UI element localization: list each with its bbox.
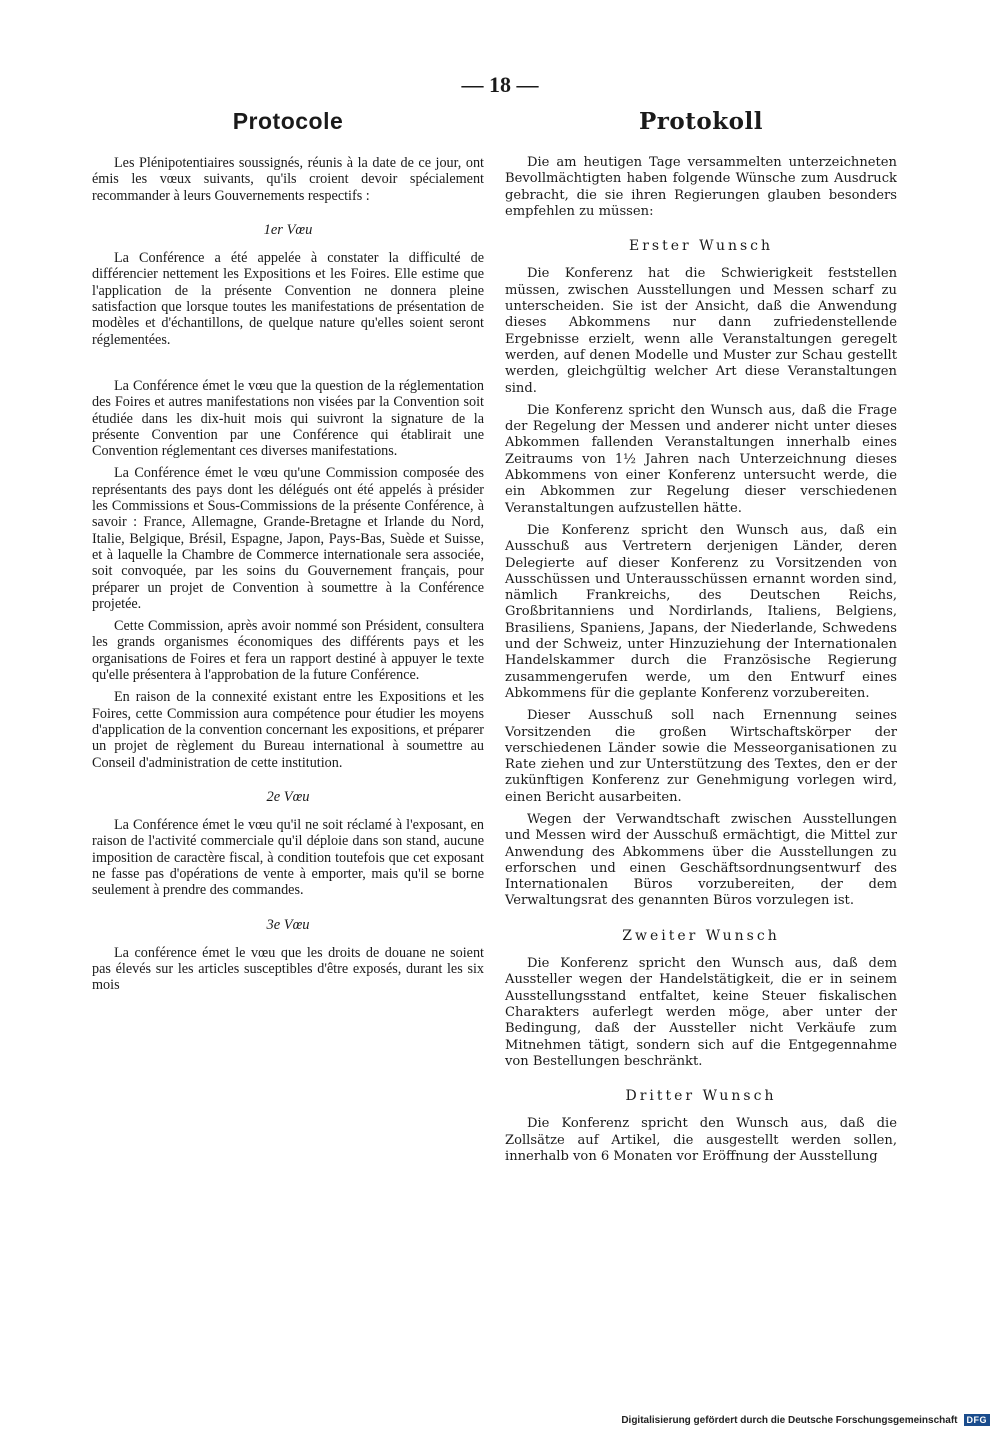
wunsch1-paragraph-5: Wegen der Verwandtschaft zwischen Ausstellungen und Messen wird der Ausschuß ermächtigt, die Mittel zur Anwendung des Abkommens über die Ausstellungen zu erforschen und einen Geschäftsordnungsentwurf des Internationalen Büros vorzubereiten, der dem Verwaltungsrat des genannten Büros vorzulegen ist. (505, 811, 897, 909)
french-title: Protocole (232, 108, 344, 134)
voeu1-heading: 1er Vœu (263, 221, 313, 238)
page-number: — 18 — (461, 72, 539, 97)
digitization-footer (621, 1414, 990, 1426)
wunsch1-paragraph-4: Dieser Ausschuß soll nach Ernennung seines Vorsitzenden die großen Wirtschaftskörper der verschiedenen Länder sowie die Messeorganisationen zu Rate ziehen und zur Unterstützung des Textes, den er der zukünftigen Konferenz zur Genehmigung vorlegen wird, einen Bericht ausarbeiten. (505, 708, 897, 805)
german-column (505, 108, 897, 1165)
footer-text: Digitalisierung gefördert durch die Deutsche Forschungsgemeinschaft (621, 1414, 958, 1426)
voeu3-heading: 3e Vœu (266, 916, 310, 933)
voeu2-paragraph-1: La Conférence émet le vœu qu'il ne soit réclamé à l'exposant, en raison de l'activité commerciale qu'il déploie dans son stand, aucune imposition de caractère fiscal, à condition toutefois que cet exposant ne fasse pas d'opérations de vente à emporter, mais qu'il se borne seulement à prendre des commandes. (92, 817, 484, 899)
voeu1-paragraph-3: La Conférence émet le vœu qu'une Commission composée des représentants des pays dont les délégués ont été appelés à présider les Commissions et Sous-Commissions de la présente Conférence, à savoir : France, Allemagne, Grande-Bretagne et Irlande du Nord, Italie, Belgique, Brésil, Espagne, Japon, Pays-Bas, Suède et Suisse, et à laquelle la Chambre de Commerce internationale sera associée, soit convoquée, par les soins du Gouvernement français, pour préparer un projet de Convention à soumettre à la Conférence projetée. (92, 465, 484, 612)
voeu3-paragraph-1: La conférence émet le vœu que les droits de douane ne soient pas élevés sur les articles susceptibles d'être exposés, durant les six mois (92, 944, 484, 994)
french-column (92, 108, 484, 994)
wunsch1-paragraph-3: Die Konferenz spricht den Wunsch aus, daß ein Ausschuß aus Vertretern derjenigen Länder, deren Delegierte auf dieser Konferenz zu Vorsitzenden von Ausschüssen und Unterausschüssen ernannt worden sind, nämlich Frankreichs, des Deutschen Reichs, Großbritanniens und Nordirlands, Italiens, Belgiens, Brasiliens, Spaniens, Japans, der Niederlande, Schwedens und der Schweiz, unter Hinzuziehung der Internationalen Handelskammer durch die Französische Regierung zusammengerufen werde, um den Entwurf eines Abkommens für die geplante Konferenz vorzubereiten. (505, 522, 897, 701)
french-intro: Les Plénipotentiaires soussignés, réunis à la date de ce jour, ont émis les vœux suivants, qu'ils croient devoir spécialement recommander à leurs Gouvernements respectifs : (92, 155, 484, 204)
voeu1-paragraph-1: La Conférence a été appelée à constater la difficulté de différencier nettement les Expositions et les Foires. Elle estime que l'application de la présente Convention ne donnera pleine satisfaction que lorsque toutes les manifestations de présentation de modèles et d'échantillons, de quelque nature qu'elles soient seront réglementées. (92, 250, 484, 348)
voeu1-paragraph-5: En raison de la connexité existant entre les Expositions et les Foires, cette Commission aura compétence pour étudier les moyens d'application de la convention concernant les expositions, et préparer un projet de règlement du Bureau international à soumettre au Conseil d'administration de cette institution. (92, 689, 484, 771)
german-intro: Die am heutigen Tage versammelten unterzeichneten Bevollmächtigten haben folgende Wünsche zum Ausdruck gebracht, die sie ihren Regierungen glauben besonders empfehlen zu müssen: (505, 155, 897, 219)
wunsch1-heading: Erster Wunsch (628, 238, 774, 255)
voeu1-paragraph-4: Cette Commission, après avoir nommé son Président, consultera les grands organismes économiques des différents pays et les organisations de Foires et fera un rapport destiné à appuyer le texte qu'elle présentera à l'approbation de la future Conférence. (92, 618, 484, 684)
wunsch3-paragraph-1: Die Konferenz spricht den Wunsch aus, daß die Zollsätze auf Artikel, die ausgestellt werden sollen, innerhalb von 6 Monaten vor Eröffnung der Ausstellung (505, 1116, 897, 1165)
wunsch1-paragraph-2: Die Konferenz spricht den Wunsch aus, daß die Frage der Regelung der Messen und anderer nicht unter dieses Abkommen fallenden Veranstaltungen innerhalb eines Zeitraums von 1½ Jahren nach Unterzeichnung dieses Abkommens von einer Konferenz untersucht werde, die ein Abkommen zur Regelung dieser verschiedenen Veranstaltungen aufzustellen hätte. (505, 402, 897, 516)
wunsch2-heading: Zweiter Wunsch (622, 927, 780, 944)
wunsch2-paragraph-1: Die Konferenz spricht den Wunsch aus, daß dem Aussteller wegen der Handelstätigkeit, die er in seinem Ausstellungsstand entfaltet, keine Steuer fiskalischen Charakters auferlegt werden möge, aber unter der Bedingung, daß der Aussteller nicht Verkäufe zum Mitnehmen tätigt, sondern sich auf die Entgegennahme von Bestellungen beschränkt. (505, 956, 897, 1069)
dfg-logo: DFG (964, 1414, 991, 1426)
wunsch1-paragraph-1: Die Konferenz hat die Schwierigkeit feststellen müssen, zwischen Ausstellungen und Messen scharf zu unterscheiden. Sie ist der Ansicht, daß die Anwendung dieses Abkommens nur dann zufriedenstellende Ergebnisse erzielt, wenn alle Veranstaltungen geregelt werden, auf denen Modelle und Muster zur Schau gestellt werden, gleichgültig welcher Art diese Veranstaltungen sind. (505, 266, 897, 396)
voeu1-paragraph-2: La Conférence émet le vœu que la question de la réglementation des Foires et autres manifestations non visées par la Convention soit étudiée dans les dix-huit mois qui suivront la signature de la présente Convention par une Conférence qui établirait une Convention réglementant ces diverses manifestations. (92, 377, 484, 460)
german-title: Protokoll (639, 108, 763, 135)
wunsch3-heading: Dritter Wunsch (625, 1088, 777, 1105)
voeu2-heading: 2e Vœu (266, 788, 310, 805)
